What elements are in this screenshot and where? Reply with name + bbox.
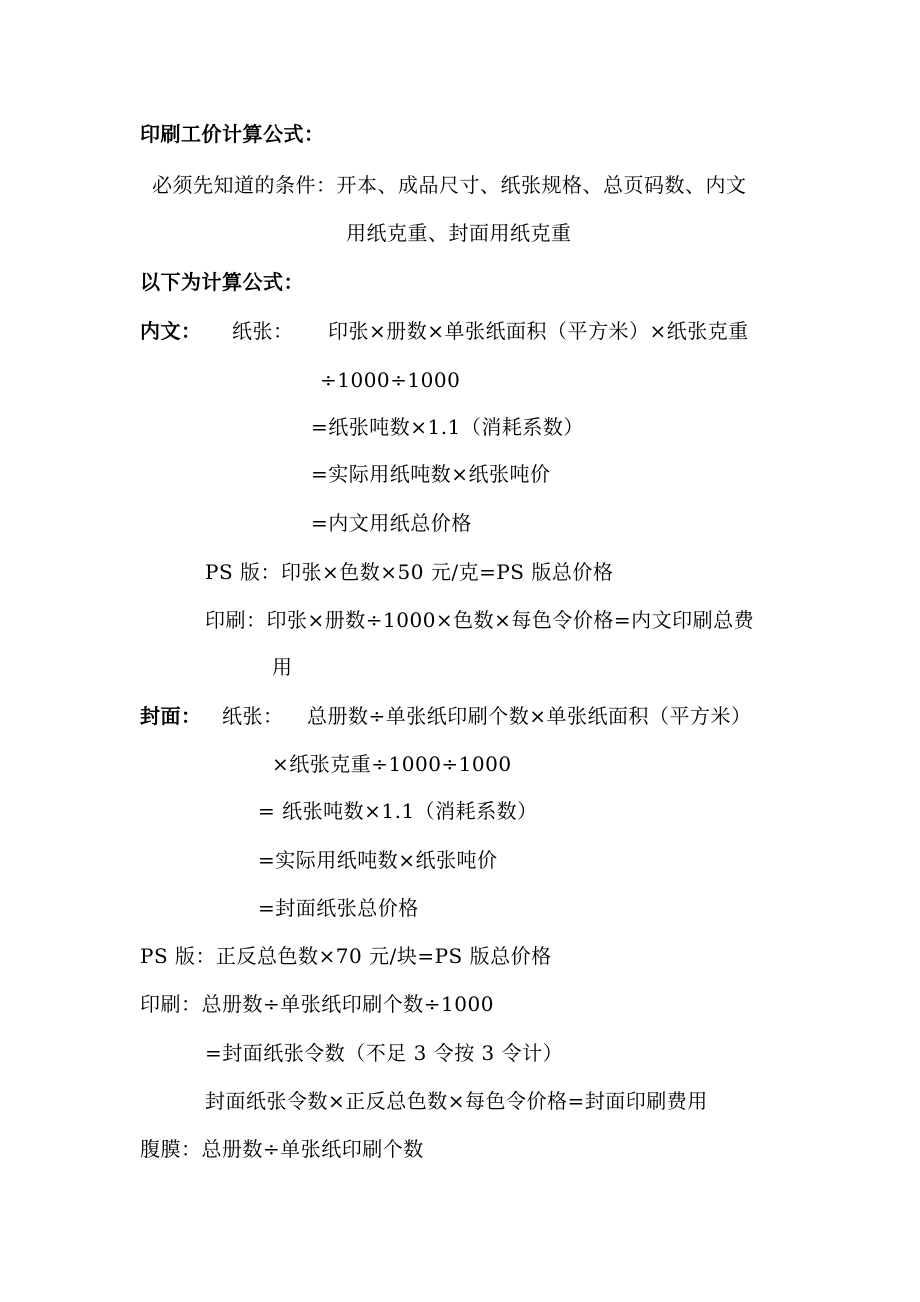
inner-paper-formula-1: 印张×册数×单张纸面积（平方米）×纸张克重 [328,319,749,343]
inner-ps-plate: PS 版：印张×色数×50 元/克=PS 版总价格 [205,560,614,584]
inner-printing-1: 印刷：印张×册数÷1000×色数×每色令价格=内文印刷总费 [205,608,755,632]
cover-label: 封面： [140,704,202,728]
cover-printing-3: 封面纸张令数×正反总色数×每色令价格=封面印刷费用 [205,1089,708,1113]
conditions-line-2: 用纸克重、封面用纸克重 [346,221,572,245]
conditions-line-1: 必须先知道的条件：开本、成品尺寸、纸张规格、总页码数、内文 [152,173,747,197]
cover-paper-formula-5: =封面纸张总价格 [258,896,419,920]
inner-paper-formula-2: ÷1000÷1000 [320,368,461,392]
cover-printing-1: 印刷：总册数÷单张纸印刷个数÷1000 [140,992,494,1016]
cover-paper-formula-1: 总册数÷单张纸印刷个数×单张纸面积（平方米） [307,704,752,728]
inner-paper-formula-3: =纸张吨数×1.1（消耗系数） [311,415,584,439]
cover-paper-formula-2: ×纸张克重÷1000÷1000 [272,752,512,776]
formula-header: 以下为计算公式： [140,270,304,294]
cover-printing-2: =封面纸张令数（不足 3 令按 3 令计） [205,1041,564,1065]
inner-label: 内文： [140,319,202,343]
cover-paper-formula-4: =实际用纸吨数×纸张吨价 [258,848,498,872]
cover-lamination: 腹膜：总册数÷单张纸印刷个数 [140,1137,424,1161]
inner-paper-label: 纸张： [232,319,294,343]
cover-paper-label: 纸张： [222,704,284,728]
inner-paper-formula-5: =内文用纸总价格 [311,511,472,535]
inner-paper-formula-4: =实际用纸吨数×纸张吨价 [311,462,551,486]
inner-printing-2: 用 [272,655,293,679]
doc-title: 印刷工价计算公式： [140,122,325,146]
cover-ps-plate: PS 版：正反总色数×70 元/块=PS 版总价格 [140,944,552,968]
cover-paper-formula-3: = 纸张吨数×1.1（消耗系数） [258,799,538,823]
